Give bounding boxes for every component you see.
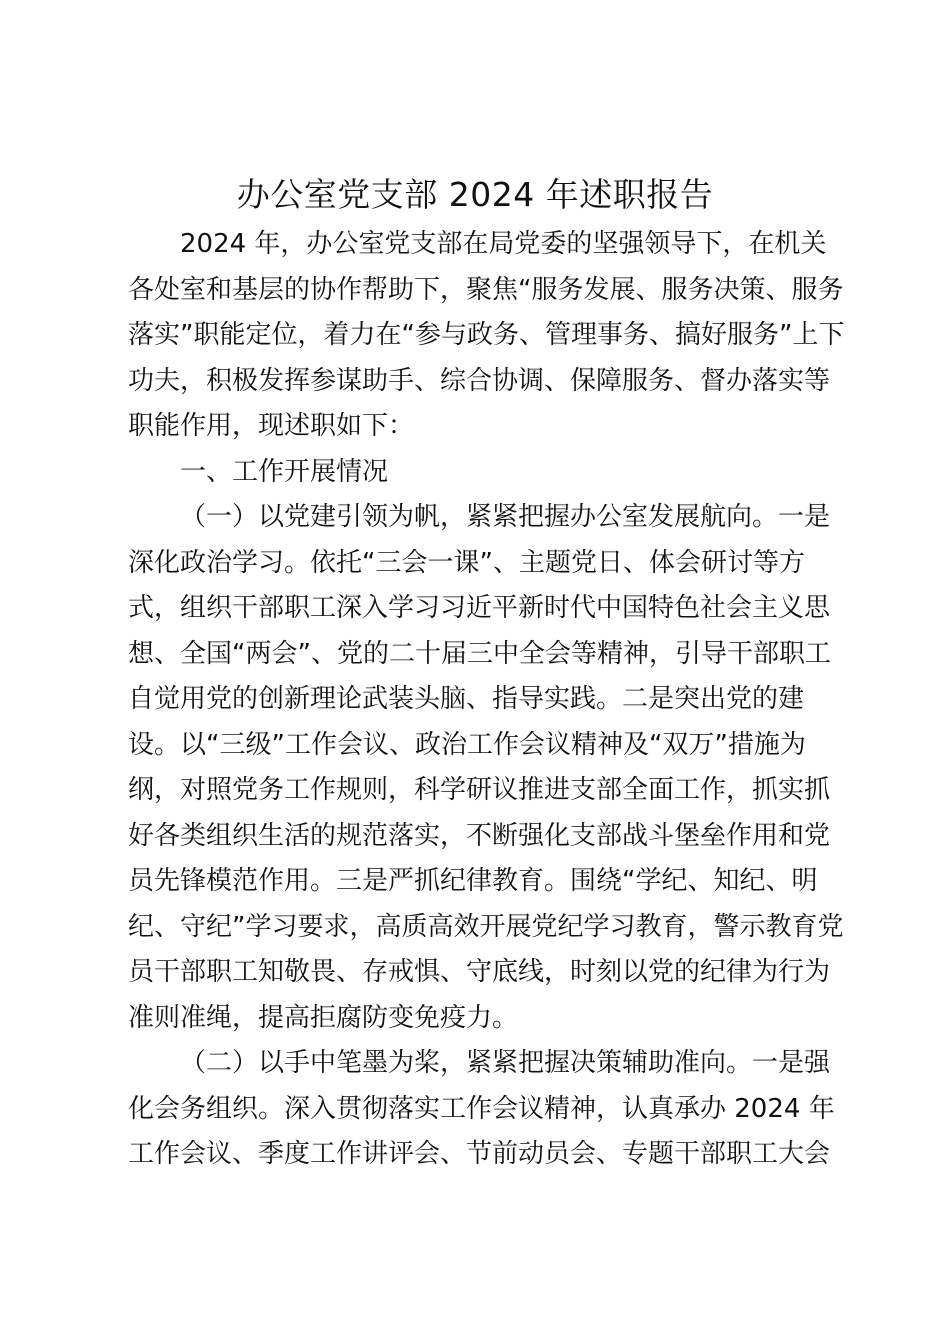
paragraph-line: 化会务组织。深入贯彻落实工作会议精神，认真承办 2024 年 <box>128 1093 835 1124</box>
paragraph-line: 式，组织干部职工深入学习习近平新时代中国特色社会主义思 <box>128 593 831 623</box>
paragraph-line: 员先锋模范作用。三是严抓纪律教育。围绕“学纪、知纪、明 <box>128 866 818 896</box>
paragraph-line: 各处室和基层的协作帮助下，聚焦“服务发展、服务决策、服务 <box>128 274 844 305</box>
paragraph-line: 员干部职工知敬畏、存戒惧、守底线，时刻以党的纪律为行为 <box>128 957 831 987</box>
paragraph-line: 纲，对照党务工作规则，科学研议推进支部全面工作，抓实抓 <box>128 775 831 805</box>
paragraph-line: 职能作用，现述职如下： <box>128 411 415 441</box>
paragraph-line: 工作会议、季度工作讲评会、节前动员会、专题干部职工大会 <box>128 1139 831 1169</box>
document-body <box>128 222 845 1178</box>
document-title: 办公室党支部 2024 年述职报告 <box>236 175 714 214</box>
paragraph-line: 落实”职能定位，着力在“参与政务、管理事务、搞好服务”上下 <box>128 320 845 350</box>
paragraph-line: 想、全国“两会”、党的二十届三中全会等精神，引导干部职工 <box>128 638 831 669</box>
paragraph-line: （二）以手中笔墨为桨，紧紧把握决策辅助准向。一是强 <box>180 1048 831 1078</box>
paragraph-line: 自觉用党的创新理论武装头脑、指导实践。二是突出党的建 <box>128 684 805 714</box>
paragraph-line: 功夫，积极发挥参谋助手、综合协调、保障服务、督办落实等 <box>128 365 831 396</box>
paragraph-line: 准则准绳，提高拒腐防变免疫力。 <box>128 1002 519 1033</box>
paragraph-line: 2024 年，办公室党支部在局党委的坚强领导下，在机关 <box>180 229 827 259</box>
paragraph-line: （一）以党建引领为帆，紧紧把握办公室发展航向。一是 <box>180 502 831 532</box>
paragraph-line: 深化政治学习。依托“三会一课”、主题党日、体会研讨等方 <box>128 547 805 578</box>
paragraph-line: 好各类组织生活的规范落实，不断强化支部战斗堡垒作用和党 <box>128 820 831 851</box>
paragraph-line: 设。以“三级”工作会议、政治工作会议精神及“双万”措施为 <box>128 729 806 760</box>
paragraph-line: 纪、守纪”学习要求，高质高效开展党纪学习教育，警示教育党 <box>128 911 844 942</box>
section-heading: 一、工作开展情况 <box>180 456 389 487</box>
